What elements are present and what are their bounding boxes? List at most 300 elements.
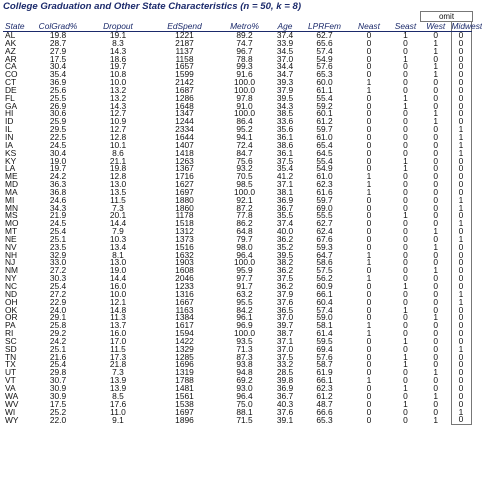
table-cell: 72.4: [236, 139, 253, 150]
table-cell: 100.0: [234, 186, 255, 197]
table-cell: 1860: [175, 202, 194, 213]
table-cell: 0: [403, 69, 408, 80]
table-cell: 0: [403, 320, 408, 331]
table-cell: 39.3: [276, 77, 294, 88]
table-cell: 36.8: [49, 186, 67, 197]
table-cell: IA: [5, 139, 13, 150]
table-cell: 0: [403, 257, 408, 268]
table-cell: 59.7: [316, 194, 333, 205]
table-cell: 1: [433, 241, 439, 252]
table-cell: 37.5: [276, 273, 294, 284]
table-cell: 7.3: [112, 202, 124, 213]
table-cell: 1: [433, 367, 439, 378]
table-cell: 0: [451, 95, 471, 103]
table-cell: 8.3: [112, 37, 124, 48]
table-cell: 0: [451, 244, 471, 252]
table-cell: 0: [403, 226, 408, 237]
table-cell: 0: [433, 210, 439, 221]
table-cell: 0: [451, 416, 471, 424]
table-cell: 0: [451, 361, 471, 369]
table-cell: 1: [433, 390, 439, 401]
table-cell: 27.2: [49, 265, 67, 276]
table-cell: 12.1: [109, 296, 127, 307]
table-cell: 19.7: [49, 163, 67, 174]
table-cell: 0: [403, 249, 408, 260]
table-cell: 0: [366, 296, 372, 307]
table-cell: 35.6: [276, 124, 294, 135]
table-cell: 21.6: [49, 351, 67, 362]
table-cell: WI: [5, 406, 16, 417]
table-cell: 13.5: [109, 186, 127, 197]
table-cell: 65.3: [316, 69, 333, 80]
table-cell: 13.2: [109, 84, 127, 95]
table-cell: 1: [366, 84, 372, 95]
table-cell: 84.7: [236, 147, 253, 158]
table-cell: 16.0: [109, 281, 127, 291]
table-cell: 0: [366, 241, 372, 252]
table-cell: 57.4: [316, 304, 333, 315]
table-cell: 96.4: [236, 390, 253, 401]
table-cell: 0: [451, 267, 471, 275]
table-cell: 35.2: [276, 241, 294, 252]
table-cell: 22.5: [49, 131, 67, 142]
table-cell: 0: [403, 273, 408, 284]
table-cell: 0: [403, 202, 408, 213]
table-cell: 0: [403, 390, 408, 401]
table-cell: AK: [5, 37, 17, 48]
table-cell: 91.7: [236, 281, 253, 291]
table-cell: 8.6: [112, 147, 124, 158]
table-cell: 1: [433, 116, 439, 127]
table-cell: 36.9: [276, 194, 294, 205]
table-cell: 30.9: [49, 382, 67, 393]
table-cell: MD: [5, 179, 19, 190]
table-cell: 60.4: [316, 296, 333, 307]
table-cell: 17.0: [109, 335, 127, 346]
table-cell: 1481: [175, 382, 194, 393]
table-cell: 0: [433, 249, 439, 260]
table-cell: 0: [403, 186, 408, 197]
table-cell: 37.0: [276, 312, 294, 323]
table-cell: 0: [366, 390, 372, 401]
table-cell: 11.5: [110, 343, 126, 354]
table-cell: 1896: [175, 414, 194, 425]
table-cell: 0: [366, 61, 372, 72]
table-cell: 41.2: [276, 171, 294, 182]
column-header-lprfem: LPRFem: [301, 22, 348, 32]
table-cell: 1178: [175, 210, 194, 221]
table-cell: 25.8: [49, 320, 67, 331]
table-cell: 1608: [175, 265, 194, 276]
table-cell: 36.9: [276, 382, 294, 393]
table-cell: 1: [451, 220, 471, 228]
table-cell: 39.5: [276, 92, 294, 103]
table-cell: NV: [5, 241, 17, 252]
table-cell: 0: [366, 359, 372, 370]
table-cell: 0: [366, 288, 372, 299]
table-cell: 55.4: [316, 155, 333, 166]
table-cell: 0: [366, 30, 372, 40]
table-cell: 0: [403, 265, 408, 276]
table-cell: 1518: [175, 218, 194, 229]
table-cell: 86.2: [236, 218, 253, 229]
table-cell: 10.9: [109, 116, 127, 127]
table-cell: 98.0: [236, 241, 253, 252]
table-cell: CO: [5, 69, 18, 80]
table-cell: 28.7: [49, 37, 67, 48]
table-cell: 1788: [175, 375, 194, 386]
table-cell: 36.1: [276, 147, 294, 158]
table-cell: 100.0: [234, 328, 255, 339]
table-cell: 1: [366, 77, 372, 88]
table-cell: 59.7: [316, 124, 333, 135]
table-cell: 1367: [175, 163, 194, 174]
table-cell: 0: [451, 330, 471, 338]
table-cell: 54.9: [316, 53, 333, 64]
table-cell: 13.9: [109, 382, 127, 393]
table-cell: 0: [451, 385, 471, 393]
table-cell: LA: [5, 163, 16, 174]
table-cell: 20.1: [109, 210, 127, 221]
table-cell: 60.0: [316, 77, 333, 88]
table-cell: 38.7: [276, 328, 294, 339]
table-cell: 0: [451, 369, 471, 377]
table-cell: 10.8: [109, 69, 127, 80]
table-cell: 13.9: [109, 375, 127, 386]
table-cell: 96.4: [236, 249, 253, 260]
table-cell: 0: [403, 343, 408, 354]
table-cell: 0: [403, 37, 408, 48]
table-body: [3, 32, 471, 425]
table-cell: 21.1: [109, 155, 127, 166]
table-cell: 0: [433, 171, 439, 182]
table-cell: 93.5: [236, 335, 253, 346]
table-cell: 0: [433, 30, 439, 40]
table-title: College Graduation and Other State Characteristics (n = 50, k = 8): [3, 1, 302, 12]
table-cell: 56.2: [316, 273, 333, 284]
table-cell: 12.7: [109, 124, 127, 135]
table-row: [3, 416, 471, 424]
table-cell: 25.9: [49, 116, 67, 127]
table-cell: 0: [451, 189, 471, 197]
table-cell: 62.4: [316, 226, 333, 237]
table-cell: 33.9: [276, 37, 294, 48]
table-cell: 1697: [175, 406, 194, 417]
table-cell: 35.5: [276, 210, 294, 221]
table-cell: 0: [451, 228, 471, 236]
table-cell: 24.5: [49, 218, 67, 229]
table-cell: 1244: [175, 116, 194, 127]
table-cell: 1696: [175, 359, 194, 370]
table-cell: 1: [403, 92, 408, 103]
table-cell: 0: [403, 288, 408, 299]
table-cell: 0: [433, 84, 439, 95]
table-cell: 1263: [175, 155, 194, 166]
table-cell: 0: [366, 414, 372, 425]
omit-label: omit: [420, 11, 473, 22]
table-cell: 1233: [175, 281, 194, 291]
table-cell: 25.4: [49, 226, 67, 237]
table-cell: 38.6: [276, 139, 294, 150]
table-cell: 0: [433, 53, 439, 64]
table-cell: 1648: [175, 100, 194, 111]
table-cell: 0: [366, 139, 372, 150]
table-cell: 0: [451, 32, 471, 40]
table-cell: 21.8: [109, 359, 127, 370]
table-cell: 84.2: [236, 304, 253, 315]
table-cell: 1: [366, 249, 372, 260]
table-cell: NC: [5, 281, 18, 291]
table-cell: 95.9: [236, 265, 253, 276]
table-cell: 1538: [175, 398, 194, 409]
table-cell: 36.2: [276, 233, 294, 244]
table-cell: 0: [433, 296, 439, 307]
table-cell: 64.5: [316, 147, 333, 158]
table-cell: KS: [5, 147, 17, 158]
table-cell: 37.5: [276, 155, 294, 166]
table-cell: 1903: [175, 257, 194, 268]
table-cell: IN: [5, 131, 14, 142]
table-cell: 1: [451, 134, 471, 142]
table-cell: 0: [366, 45, 372, 56]
table-cell: 1221: [175, 30, 194, 40]
table-cell: UT: [5, 367, 17, 378]
table-cell: 100.0: [234, 84, 255, 95]
table-cell: VT: [5, 375, 16, 386]
table-cell: 1: [403, 398, 408, 409]
table-cell: 0: [451, 173, 471, 181]
table-cell: 0: [366, 100, 372, 111]
table-cell: 61.0: [316, 171, 333, 182]
table-cell: 75.0: [236, 398, 253, 409]
table-cell: 60.1: [316, 108, 333, 119]
table-cell: 37.4: [276, 218, 294, 229]
table-cell: AZ: [5, 45, 16, 56]
table-cell: 0: [366, 69, 372, 80]
table-cell: 1697: [175, 186, 194, 197]
table-cell: 0: [451, 252, 471, 260]
table-cell: 1: [366, 273, 372, 284]
table-cell: 18.6: [109, 53, 127, 64]
column-header-metro: Metro%: [220, 22, 269, 32]
table-cell: 79.7: [236, 233, 253, 244]
table-cell: 0: [366, 124, 372, 135]
column-header-seast: Seast: [390, 22, 421, 32]
table-cell: 0: [403, 233, 408, 244]
table-cell: 10.0: [109, 288, 127, 299]
table-cell: CA: [5, 61, 17, 72]
table-cell: 0: [451, 307, 471, 315]
table-cell: 1286: [175, 92, 194, 103]
table-cell: 1: [366, 328, 372, 339]
table-cell: 25.6: [49, 84, 67, 95]
table-cell: 89.2: [236, 30, 253, 40]
table-cell: 14.8: [109, 304, 127, 315]
table-cell: WV: [5, 398, 19, 409]
table-cell: 12.8: [109, 131, 127, 142]
table-cell: 32.9: [49, 249, 67, 260]
table-cell: 69.0: [316, 202, 333, 213]
table-cell: 86.4: [236, 116, 253, 127]
table-cell: 1: [451, 142, 471, 150]
column-header-neast: Neast: [348, 22, 390, 32]
table-cell: 19.8: [49, 30, 67, 40]
table-cell: 0: [451, 118, 471, 126]
table-cell: 48.7: [316, 398, 333, 409]
table-cell: 1561: [175, 390, 194, 401]
table-cell: 14.3: [109, 100, 127, 111]
table-cell: KY: [5, 155, 17, 166]
table-cell: 0: [366, 108, 372, 119]
table-cell: 1: [433, 37, 439, 48]
table-cell: 0: [403, 61, 408, 72]
table-cell: 87.2: [236, 202, 253, 213]
table-cell: 0: [366, 335, 372, 346]
table-cell: 17.5: [49, 398, 67, 409]
table-cell: 29.1: [49, 312, 67, 323]
table-cell: 1599: [175, 69, 194, 80]
table-cell: 1: [433, 69, 439, 80]
column-header-west: West: [421, 22, 451, 32]
table-cell: 0: [451, 158, 471, 166]
table-cell: 0: [366, 131, 372, 142]
table-cell: 0: [366, 406, 372, 417]
table-cell: 0: [451, 181, 471, 189]
table-cell: 39.8: [276, 375, 294, 386]
table-cell: 59.3: [316, 241, 333, 252]
table-cell: 0: [366, 210, 372, 221]
table-cell: 100.0: [234, 257, 255, 268]
table-cell: NH: [5, 249, 18, 260]
table-cell: 0: [403, 328, 408, 339]
table-cell: 17.3: [109, 351, 127, 362]
table-cell: 95.2: [236, 124, 253, 135]
table-cell: 1158: [175, 53, 194, 64]
table-cell: 34.3: [49, 202, 67, 213]
table-cell: 36.2: [276, 265, 294, 276]
table-cell: 1: [451, 299, 471, 307]
table-cell: 1: [451, 291, 471, 299]
table-cell: 1627: [175, 179, 194, 190]
table-cell: 25.4: [49, 359, 67, 370]
table-cell: 1: [433, 312, 439, 323]
table-cell: 1163: [175, 304, 194, 315]
table-cell: ID: [5, 116, 14, 127]
table-cell: 21.9: [49, 210, 67, 221]
table-cell: 0: [403, 131, 408, 142]
table-cell: 0: [366, 343, 372, 354]
table-cell: 59.5: [316, 335, 333, 346]
table-cell: 0: [366, 53, 372, 64]
table-cell: 37.9: [276, 84, 294, 95]
table-cell: 98.5: [236, 179, 253, 190]
table-cell: 0: [433, 343, 439, 354]
table-cell: 0: [451, 338, 471, 346]
table-cell: 66.1: [316, 375, 333, 386]
table-cell: 24.6: [49, 194, 67, 205]
table-cell: 1: [403, 30, 408, 40]
table-cell: 54.9: [316, 163, 333, 174]
table-cell: 70.5: [236, 171, 253, 182]
table-cell: 0: [366, 304, 372, 315]
table-cell: 74.7: [236, 37, 253, 48]
table-cell: 13.0: [109, 179, 127, 190]
table-cell: 0: [433, 288, 439, 299]
table-cell: 37.0: [276, 343, 294, 354]
table-cell: AL: [5, 30, 16, 40]
table-cell: 69.2: [236, 375, 253, 386]
table-cell: 96.7: [236, 45, 253, 56]
table-cell: 58.6: [316, 257, 333, 268]
table-cell: 30.3: [49, 273, 67, 284]
table-cell: 7.9: [112, 226, 124, 237]
table-cell: 0: [433, 100, 439, 111]
table-cell: 1: [451, 346, 471, 354]
table-cell: 57.5: [316, 265, 333, 276]
table-cell: 36.9: [49, 77, 67, 88]
table-cell: 0: [433, 155, 439, 166]
table-cell: 1: [433, 226, 439, 237]
table-cell: 1: [403, 359, 408, 370]
table-cell: 2187: [175, 37, 194, 48]
table-cell: 58.7: [316, 359, 333, 370]
table-cell: 91.0: [236, 100, 253, 111]
table-cell: MO: [5, 218, 19, 229]
table-cell: 66.6: [316, 406, 333, 417]
table-cell: 30.6: [49, 108, 67, 119]
table-cell: 1: [403, 53, 408, 64]
table-cell: 0: [451, 354, 471, 362]
table-cell: 25.1: [49, 343, 67, 354]
table-cell: 33.0: [49, 257, 67, 268]
table-cell: 60.9: [316, 281, 333, 291]
table-cell: 0: [403, 241, 408, 252]
table-cell: 63.2: [236, 288, 253, 299]
data-table: [3, 20, 482, 425]
table-cell: 0: [433, 398, 439, 409]
table-cell: 0: [433, 139, 439, 150]
table-cell: 14.3: [109, 45, 127, 56]
table-cell: 1: [451, 126, 471, 134]
table-cell: 0: [433, 131, 439, 142]
table-cell: 64.8: [236, 226, 253, 237]
table-cell: WA: [5, 390, 19, 401]
table-cell: 34.7: [276, 69, 294, 80]
table-cell: OK: [5, 304, 18, 315]
table-cell: 29.2: [49, 328, 67, 339]
table-cell: 92.1: [236, 194, 253, 205]
table-cell: 0: [433, 351, 439, 362]
table-cell: 14.4: [109, 218, 127, 229]
table-cell: 87.3: [236, 351, 253, 362]
table-cell: 27.2: [49, 288, 67, 299]
table-cell: 26.9: [49, 100, 67, 111]
table-cell: 0: [451, 79, 471, 87]
table-cell: 97.8: [236, 92, 253, 103]
table-cell: 1: [433, 61, 439, 72]
table-cell: 0: [433, 328, 439, 339]
table-cell: 36.7: [276, 390, 294, 401]
table-cell: 0: [403, 194, 408, 205]
table-cell: 57.6: [316, 351, 333, 362]
table-cell: 27.9: [49, 45, 67, 56]
table-cell: 69.4: [316, 343, 333, 354]
table-cell: GA: [5, 100, 18, 111]
table-cell: 39.5: [276, 249, 294, 260]
table-cell: 7.3: [112, 367, 124, 378]
table-cell: 39.1: [276, 414, 294, 425]
table-cell: 24.5: [49, 139, 67, 150]
